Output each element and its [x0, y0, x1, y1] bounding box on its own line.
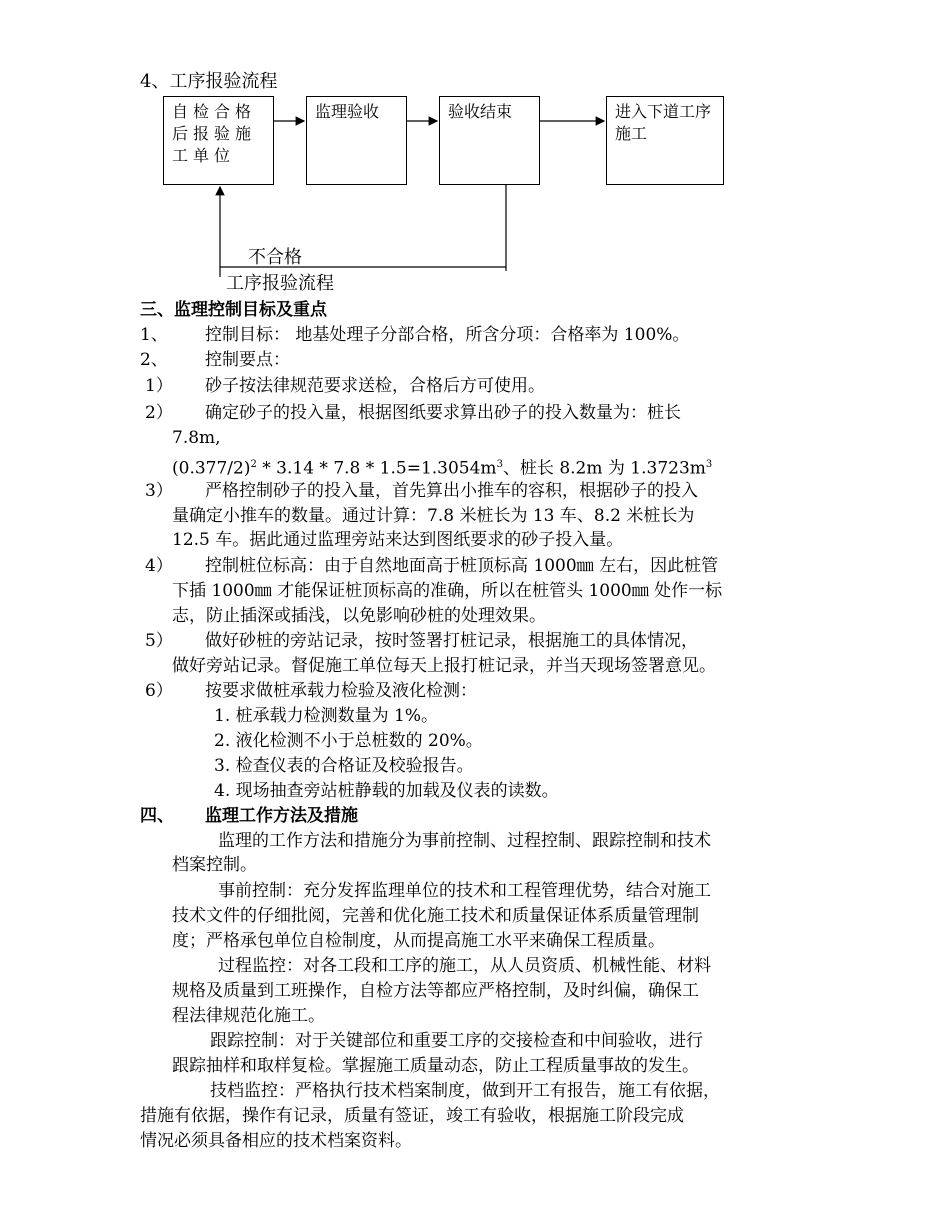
point6-number: 6） [145, 681, 173, 701]
section4-title: 监理工作方法及措施 [205, 806, 358, 826]
archive-control-line1: 技档监控：严格执行技术档案制度，做到开工有报告，施工有依据， [210, 1081, 720, 1101]
sub-item-2: 2. 液化检测不小于总桩数的 20%。 [214, 731, 483, 751]
process-control-line1: 过程监控：对各工段和工序的施工，从人员资质、机械性能、材料 [218, 956, 711, 976]
sub-item-4: 4. 现场抽查旁站桩静载的加载及仪表的读数。 [214, 781, 559, 801]
flow-step-next-process: 进入下道工序施工 [606, 96, 724, 185]
pre-control-line2: 技术文件的仔细批阅，完善和优化施工技术和质量保证体系质量管理制 [172, 906, 699, 926]
flow-caption: 工序报验流程 [226, 273, 334, 294]
archive-control-line2: 措施有依据，操作有记录，质量有签证，竣工有验收，根据施工阶段完成 [140, 1106, 684, 1126]
flow-step-self-check: 自检合格后报验施工单位 [163, 96, 274, 185]
point4-line2: 下插 1000㎜ 才能保证桩顶标高的准确，所以在桩管头 1000㎜ 处作一标 [172, 581, 723, 601]
flow-step-supervision-acceptance: 监理验收 [306, 96, 407, 185]
point3-line1: 严格控制砂子的投入量，首先算出小推车的容积，根据砂子的投入 [205, 481, 698, 501]
item2-number: 2、 [140, 350, 168, 370]
archive-control-line3: 情况必须具备相应的技术档案资料。 [140, 1131, 412, 1151]
point5-number: 5） [145, 631, 173, 651]
intro-line2: 档案控制。 [172, 855, 257, 875]
point6-text: 按要求做桩承载力检验及液化检测： [205, 681, 477, 701]
flow-arrows [0, 0, 950, 300]
intro-line1: 监理的工作方法和措施分为事前控制、过程控制、跟踪控制和技术 [218, 831, 711, 851]
volume-formula: $(0.377/2)^2 * 3.14 * 7.8 * 1.5=1.3054m^3$、桩长 8.2m 为 $1.3723m^3$ [172, 458, 713, 479]
pre-control-line3: 度；严格承包单位自检制度，从而提高施工水平来确保工程质量。 [172, 931, 665, 951]
point1-text: 砂子按法律规范要求送检，合格后方可使用。 [205, 376, 545, 396]
process-control-line3: 程法律规范化施工。 [172, 1006, 325, 1026]
point1-number: 1） [145, 376, 173, 396]
item1-number: 1、 [140, 325, 168, 345]
flow-heading: 4、工序报验流程 [140, 71, 278, 92]
tracking-control-line2: 跟踪抽样和取样复检。掌握施工质量动态，防止工程质量事故的发生。 [172, 1056, 699, 1076]
sub-item-3: 3. 检查仪表的合格证及校验报告。 [214, 756, 474, 776]
pre-control-line1: 事前控制：充分发挥监理单位的技术和工程管理优势，结合对施工 [218, 881, 711, 901]
section4-number: 四、 [140, 806, 174, 826]
point2-number: 2） [145, 403, 173, 423]
point2-line1: 确定砂子的投入量，根据图纸要求算出砂子的投入数量为：桩长 [205, 403, 681, 423]
point3-line3: 12.5 车。据此通过监理旁站来达到图纸要求的砂子投入量。 [172, 530, 624, 550]
item2-text: 控制要点： [205, 350, 290, 370]
point4-line1: 控制桩位标高：由于自然地面高于桩顶标高 1000㎜ 左右，因此桩管 [205, 556, 719, 576]
flow-fail-label: 不合格 [248, 247, 302, 268]
sub-item-1: 1. 桩承载力检测数量为 1%。 [214, 706, 438, 726]
point2-line2: 7.8m, [172, 428, 221, 448]
flow-step-acceptance-end: 验收结束 [439, 96, 540, 185]
point5-line2: 做好旁站记录。督促施工单位每天上报打桩记录，并当天现场签署意见。 [172, 656, 716, 676]
point3-line2: 量确定小推车的数量。通过计算：7.8 米桩长为 13 车、8.2 米桩长为 [172, 506, 695, 526]
item1-text: 控制目标： 地基处理子分部合格，所含分项：合格率为 100%。 [205, 325, 690, 345]
tracking-control-line1: 跟踪控制：对于关键部位和重要工序的交接检查和中间验收，进行 [210, 1031, 703, 1051]
process-control-line2: 规格及质量到工班操作，自检方法等都应严格控制，及时纠偏，确保工 [172, 981, 699, 1001]
point4-number: 4） [145, 556, 173, 576]
point4-line3: 志，防止插深或插浅，以免影响砂桩的处理效果。 [172, 606, 546, 626]
point3-number: 3） [145, 481, 173, 501]
point5-line1: 做好砂桩的旁站记录，按时签署打桩记录，根据施工的具体情况， [205, 631, 698, 651]
section3-title: 三、监理控制目标及重点 [140, 300, 327, 320]
